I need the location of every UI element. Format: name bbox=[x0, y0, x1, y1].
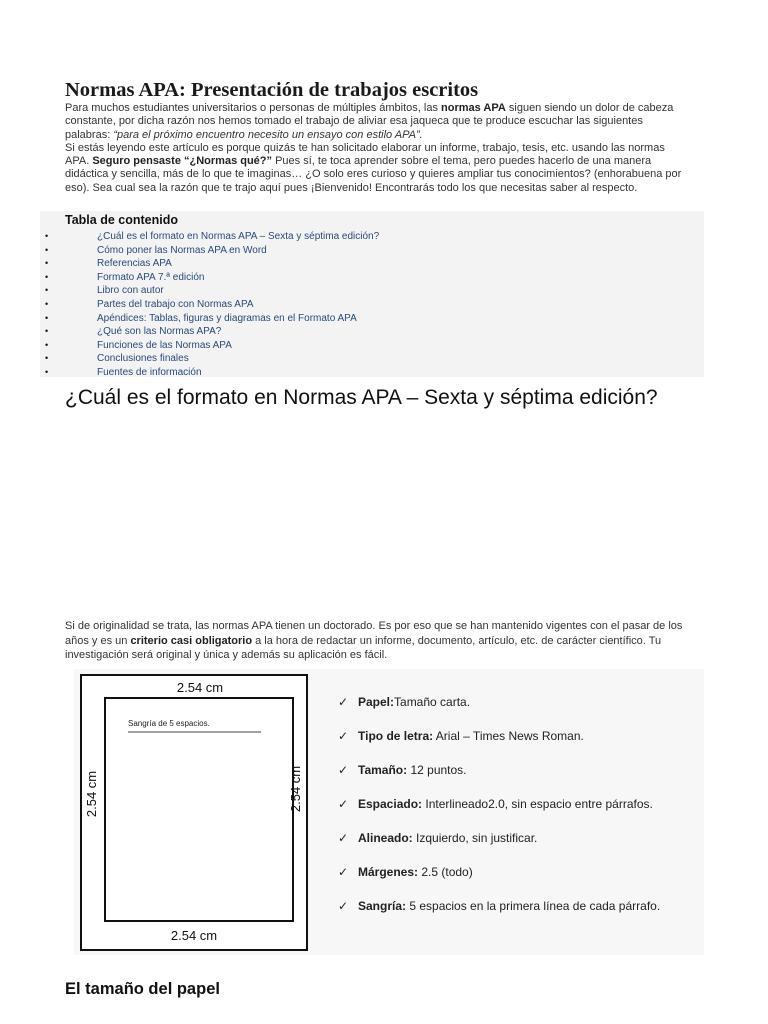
spec-text bbox=[358, 695, 470, 709]
bullet-icon: • bbox=[45, 271, 49, 282]
toc-title: Tabla de contenido bbox=[65, 213, 178, 227]
spec-text bbox=[358, 763, 467, 777]
toc-link[interactable]: Partes del trabajo con Normas APA bbox=[97, 298, 254, 310]
indent-note: Sangría de 5 espacios. bbox=[128, 719, 210, 728]
toc-link[interactable]: Formato APA 7.ª edición bbox=[97, 271, 205, 283]
check-icon: ✓ bbox=[338, 695, 349, 709]
bottom-margin-label: 2.54 cm bbox=[170, 928, 218, 943]
intro-emphasis: normas APA bbox=[441, 102, 506, 114]
check-icon: ✓ bbox=[338, 831, 349, 845]
spec-value: Izquierdo, sin justificar. bbox=[412, 831, 538, 845]
toc-link[interactable]: Conclusiones finales bbox=[97, 353, 189, 365]
bullet-icon: • bbox=[45, 326, 49, 337]
bullet-icon: • bbox=[45, 366, 49, 377]
apa-format-figure bbox=[74, 669, 704, 955]
spec-label: Márgenes: bbox=[358, 865, 419, 879]
toc-link[interactable]: Funciones de las Normas APA bbox=[97, 339, 232, 351]
check-icon: ✓ bbox=[338, 899, 349, 913]
spec-value: Interlineado2.0, sin espacio entre párrafos. bbox=[422, 797, 653, 811]
bullet-icon: • bbox=[45, 258, 49, 269]
bullet-icon: • bbox=[45, 285, 49, 296]
intro-text: Para muchos estudiantes universitarios o personas de múltiples ámbitos, las bbox=[65, 102, 442, 114]
spec-label: Tipo de letra: bbox=[358, 729, 434, 743]
intro-text: siguen siendo un dolor de cabeza constante, por dicha razón nos hemos tomado el trabajo de aliviar esa jaqueca que te produce escuchar las siguientes palabras: bbox=[65, 102, 674, 141]
intro-paragraph-2 bbox=[65, 142, 690, 195]
bullet-icon: • bbox=[45, 244, 49, 255]
section-paragraph bbox=[65, 619, 705, 663]
spec-value: 12 puntos. bbox=[407, 763, 467, 777]
spec-value: 5 espacios en la primera línea de cada párrafo. bbox=[406, 899, 661, 913]
check-icon: ✓ bbox=[338, 729, 349, 743]
page-margins-diagram bbox=[74, 669, 338, 955]
spec-text bbox=[358, 729, 584, 743]
top-margin-label: 2.54 cm bbox=[176, 680, 224, 695]
paragraph-text: Si de originalidad se trata, las normas APA tienen un doctorado. Es por eso que se han mantenido vigentes con el pasar de los años y es un bbox=[65, 620, 683, 647]
toc-link[interactable]: ¿Cuál es el formato en Normas APA – Sexta y séptima edición? bbox=[97, 231, 380, 242]
spec-label: Espaciado: bbox=[358, 797, 423, 811]
intro-quote: “para el próximo encuentro necesito un ensayo con estilo APA”. bbox=[113, 128, 423, 141]
spec-text bbox=[358, 797, 653, 811]
bullet-icon: • bbox=[45, 312, 49, 323]
check-icon: ✓ bbox=[338, 763, 349, 777]
spec-value: Arial – Times News Roman. bbox=[433, 729, 584, 743]
spec-label: Tamaño: bbox=[358, 763, 408, 777]
spec-label: Alineado: bbox=[358, 831, 413, 845]
spec-value: Tamaño carta. bbox=[394, 695, 471, 709]
intro-paragraph-1 bbox=[65, 102, 690, 142]
left-margin-label: 2.54 cm bbox=[84, 770, 99, 818]
spec-label: Sangría: bbox=[358, 899, 407, 913]
check-icon: ✓ bbox=[338, 865, 349, 879]
spec-text bbox=[358, 899, 660, 913]
paragraph-emphasis: criterio casi obligatorio bbox=[130, 634, 253, 647]
right-margin-label: 2.54 cm bbox=[288, 765, 303, 813]
bullet-icon: • bbox=[45, 353, 49, 364]
bullet-icon: • bbox=[45, 339, 49, 350]
toc-link[interactable]: Fuentes de información bbox=[97, 366, 202, 378]
margin-outline bbox=[105, 698, 293, 921]
toc-link[interactable]: Libro con autor bbox=[97, 285, 164, 297]
toc-link[interactable]: Cómo poner las Normas APA en Word bbox=[97, 244, 267, 256]
intro-emphasis: Seguro pensaste “¿Normas qué?” bbox=[92, 155, 273, 168]
spec-text bbox=[358, 865, 473, 879]
table-of-contents bbox=[40, 211, 704, 377]
toc-link[interactable]: ¿Qué son las Normas APA? bbox=[97, 326, 222, 338]
spec-value: 2.5 (todo) bbox=[418, 865, 473, 879]
spec-label: Papel: bbox=[358, 695, 395, 709]
paragraph-text: a la hora de redactar un informe, documento, artículo, etc. de carácter científico. Tu investigación será original y única y además su aplicación es fácil. bbox=[65, 634, 662, 661]
section-heading-paper-size: El tamaño del papel bbox=[65, 980, 220, 998]
toc-link[interactable]: Apéndices: Tablas, figuras y diagramas en el Formato APA bbox=[97, 312, 357, 324]
bullet-icon: • bbox=[45, 231, 49, 241]
article-title: Normas APA: Presentación de trabajos escritos bbox=[65, 79, 479, 101]
check-icon: ✓ bbox=[338, 797, 349, 811]
spec-text bbox=[358, 831, 537, 845]
section-heading-format: ¿Cuál es el formato en Normas APA – Sexta y séptima edición? bbox=[65, 386, 658, 409]
intro-text: Pues sí, te toca aprender sobre el tema, pero puedes hacerlo de una manera didáctica y sencilla, más de lo que te imaginas… ¿O solo eres curioso y quieres ampliar tus conocimientos? (enhorabuena por eso). Sea cual sea la razón que te trajo aquí pues ¡Bienvenido! Encontrarás todo los que necesitas saber al respecto. bbox=[65, 155, 682, 194]
intro-text: Si estás leyendo este artículo es porque quizás te han solicitado elaborar un informe, trabajo, tesis, etc. usando las normas APA. bbox=[65, 141, 665, 168]
toc-link[interactable]: Referencias APA bbox=[97, 258, 172, 270]
article-intro bbox=[65, 102, 690, 195]
bullet-icon: • bbox=[45, 298, 49, 309]
